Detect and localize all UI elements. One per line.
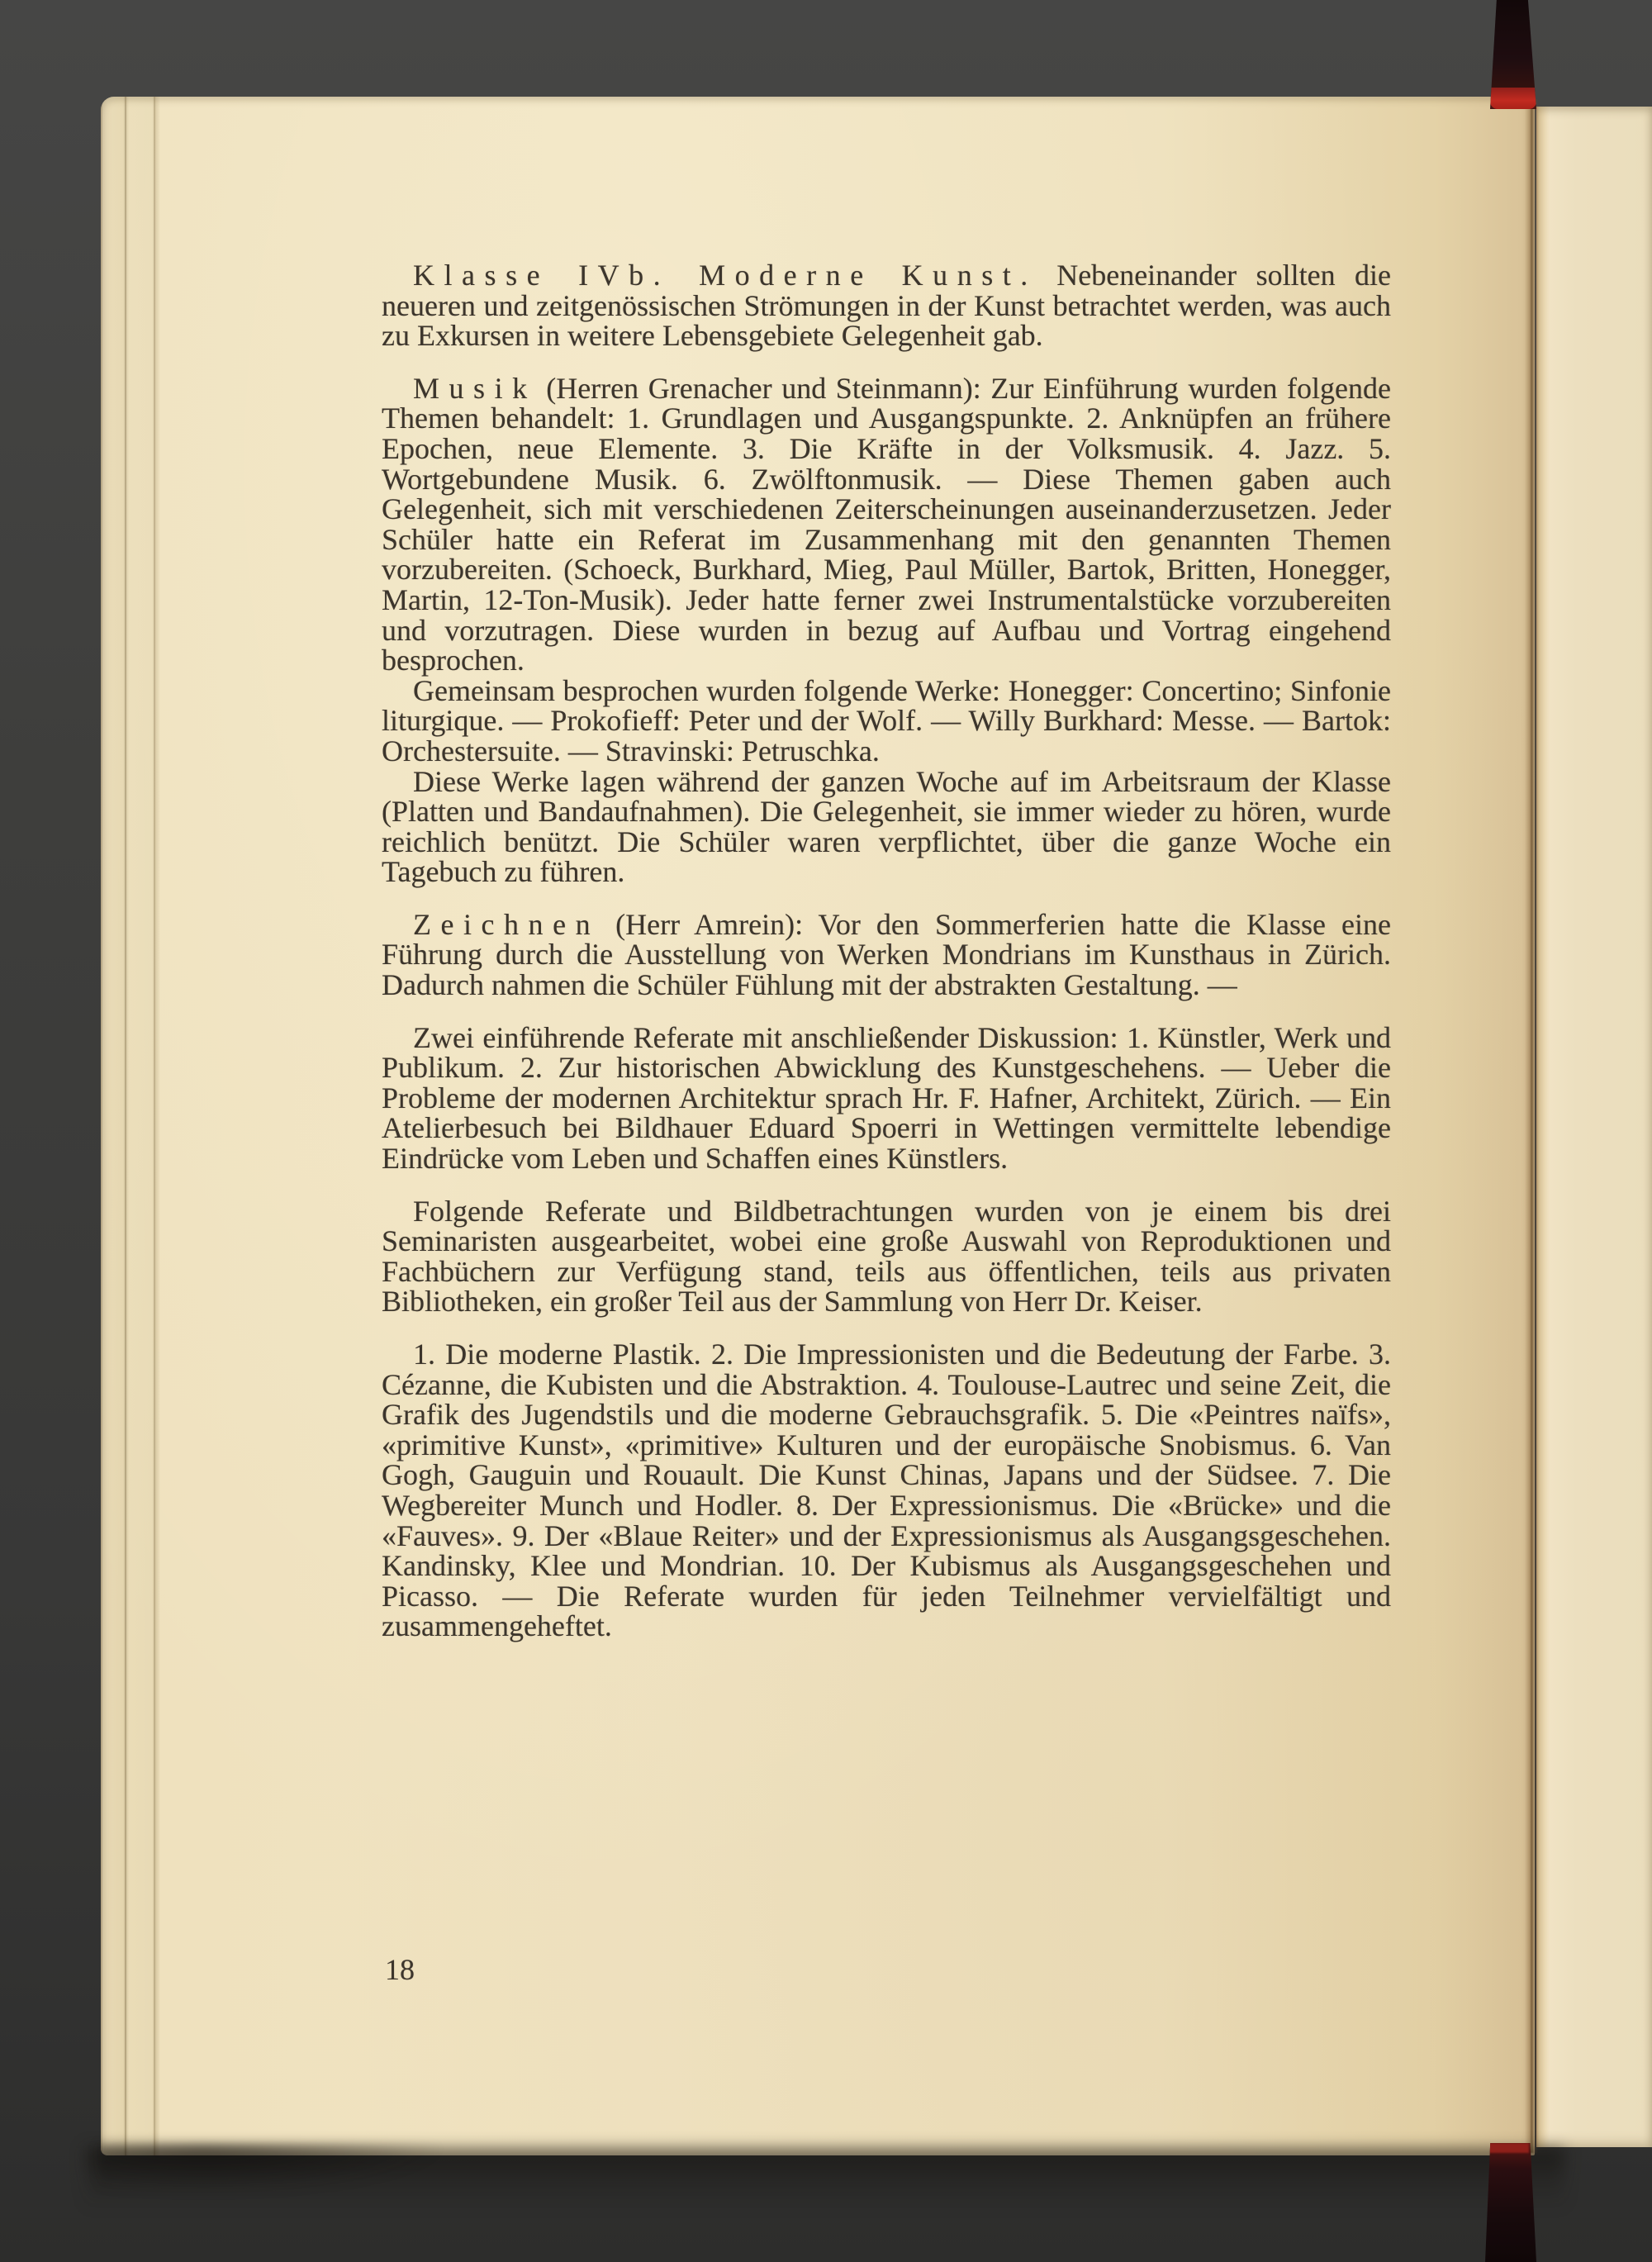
paragraph-text: (Herren Grenacher und Steinmann): Zur Einführung wurden folgende Themen behandelt: 1. Grundlagen und Ausgangspunkte. 2. Anknüpfen an frühere Epochen, neue Elemente. 3. Die Kräfte in der Volksmusik. 4. Jazz. 5. Wortgebundene Musik. 6. Zwölftonmusik. — Diese Themen gaben auch Gelegenheit, sich mit verschiedenen Zeiterscheinungen auseinanderzusetzen. Jeder Schüler hatte ein Referat im Zusammenhang mit den genannten Themen vorzubereiten. (Schoeck, Burkhard, Mieg, Paul Müller, Bartok, Britten, Honegger, Martin, 12-Ton-Musik). Jeder hatte ferner zwei Instrumentalstücke vorzubereiten und vorzutragen. Diese wurden in bezug auf Aufbau und Vortrag eingehend besprochen. <box>382 371 1391 677</box>
paragraph <box>382 907 1391 1002</box>
paragraph <box>382 260 1391 351</box>
page-number: 18 <box>385 1953 415 1986</box>
paragraph-text: Diese Werke lagen während der ganzen Woche auf im Arbeitsraum der Klasse (Platten und Bandaufnahmen). Die Gelegenheit, sie immer wieder zu hören, wurde reichlich benützt. Die Schüler waren verpflichtet, über die ganze Woche ein Tagebuch zu führen. <box>382 764 1391 889</box>
paragraph-lead: Zeichnen <box>413 907 601 941</box>
paragraph <box>382 1339 1391 1642</box>
paragraph-text: 1. Die moderne Plastik. 2. Die Impressionisten und die Bedeutung der Farbe. 3. Cézanne, die Kubisten und die Abstraktion. 4. Toulouse-Lautrec und seine Zeit, die Grafik des Jugendstils und die moderne Gebrauchsgrafik. 5. Die «Peintres naïfs», «primitive Kunst», «primitive» Kulturen und der europäische Snobismus. 6. Van Gogh, Gauguin und Rouault. Die Kunst Chinas, Japans und der Südsee. 7. Die Wegbereiter Munch und Hodler. 8. Der Expressionismus. Die «Brücke» und die «Fauves». 9. Der «Blaue Reiter» und der Expressionismus als Ausgangsgeschehen. Kandinsky, Klee und Mondrian. 10. Der Kubismus als Ausgangsgeschehen und Picasso. — Die Referate wurden für jeden Teilnehmer vervielfältigt und zusammengeheftet. <box>382 1338 1391 1643</box>
corner-shadow <box>99 2145 446 2194</box>
paragraph-text: Gemeinsam besprochen wurden folgende Werke: Honegger: Concertino; Sinfonie liturgique. — Prokofieff: Peter und der Wolf. — Willy Burkhard: Messe. — Bartok: Orchestersuite. — Stravinski: Petruschka. <box>382 673 1391 767</box>
bookmark-ribbon-top <box>1490 0 1536 109</box>
book-page-left <box>101 97 1535 2155</box>
paragraph <box>382 373 1391 676</box>
paragraph <box>382 764 1391 889</box>
paragraph-text: Folgende Referate und Bildbetrachtungen wurden von je einem bis drei Seminaristen ausgearbeitet, wobei eine große Auswahl von Reproduktionen und Fachbüchern zur Verfügung stand, teils aus öffentlichen, teils aus privaten Bibliotheken, ein großer Teil aus der Sammlung von Herr Dr. Keiser. <box>382 1194 1391 1319</box>
bookmark-ribbon-red-tip-bottom <box>1488 2143 1530 2153</box>
paragraph-lead: Musik <box>413 371 537 405</box>
paragraph-text: Zwei einführende Referate mit anschließender Diskussion: 1. Künstler, Werk und Publikum. 2. Zur historischen Abwicklung des Kunstgeschehens. — Ueber die Probleme der modernen Architektur sprach Hr. F. Hafner, Architekt, Zürich. — Ein Atelierbesuch bei Bildhauer Eduard Spoerri in Wettingen vermittelte lebendige Eindrücke vom Leben und Schaffen eines Künstlers. <box>382 1020 1391 1176</box>
fore-edge-pages <box>101 97 160 2155</box>
paragraph-text: (Herr Amrein): Vor den Sommerferien hatte die Klasse eine Führung durch die Ausstellung von Werken Mondrians im Kunsthaus in Zürich. Dadurch nahmen die Schüler Fühlung mit der abstrakten Gestaltung. — <box>382 907 1391 1002</box>
paragraph <box>382 1196 1391 1317</box>
page-text <box>382 260 1391 1642</box>
bookmark-ribbon-bottom <box>1485 2143 1536 2262</box>
paragraph-lead: Klasse IVb. Moderne Kunst. <box>413 259 1037 292</box>
paragraph-text: Nebeneinander sollten die neueren und zeitgenössischen Strömungen in der Kunst betrachtet werden, was auch zu Exkursen in weitere Lebensgebiete Gelegenheit gab. <box>382 259 1392 353</box>
paragraph <box>382 673 1391 767</box>
paragraph <box>382 1020 1391 1176</box>
book-page-right <box>1536 107 1652 2147</box>
bookmark-ribbon-red-tip <box>1490 88 1536 109</box>
gutter-crease <box>1525 99 1538 2153</box>
